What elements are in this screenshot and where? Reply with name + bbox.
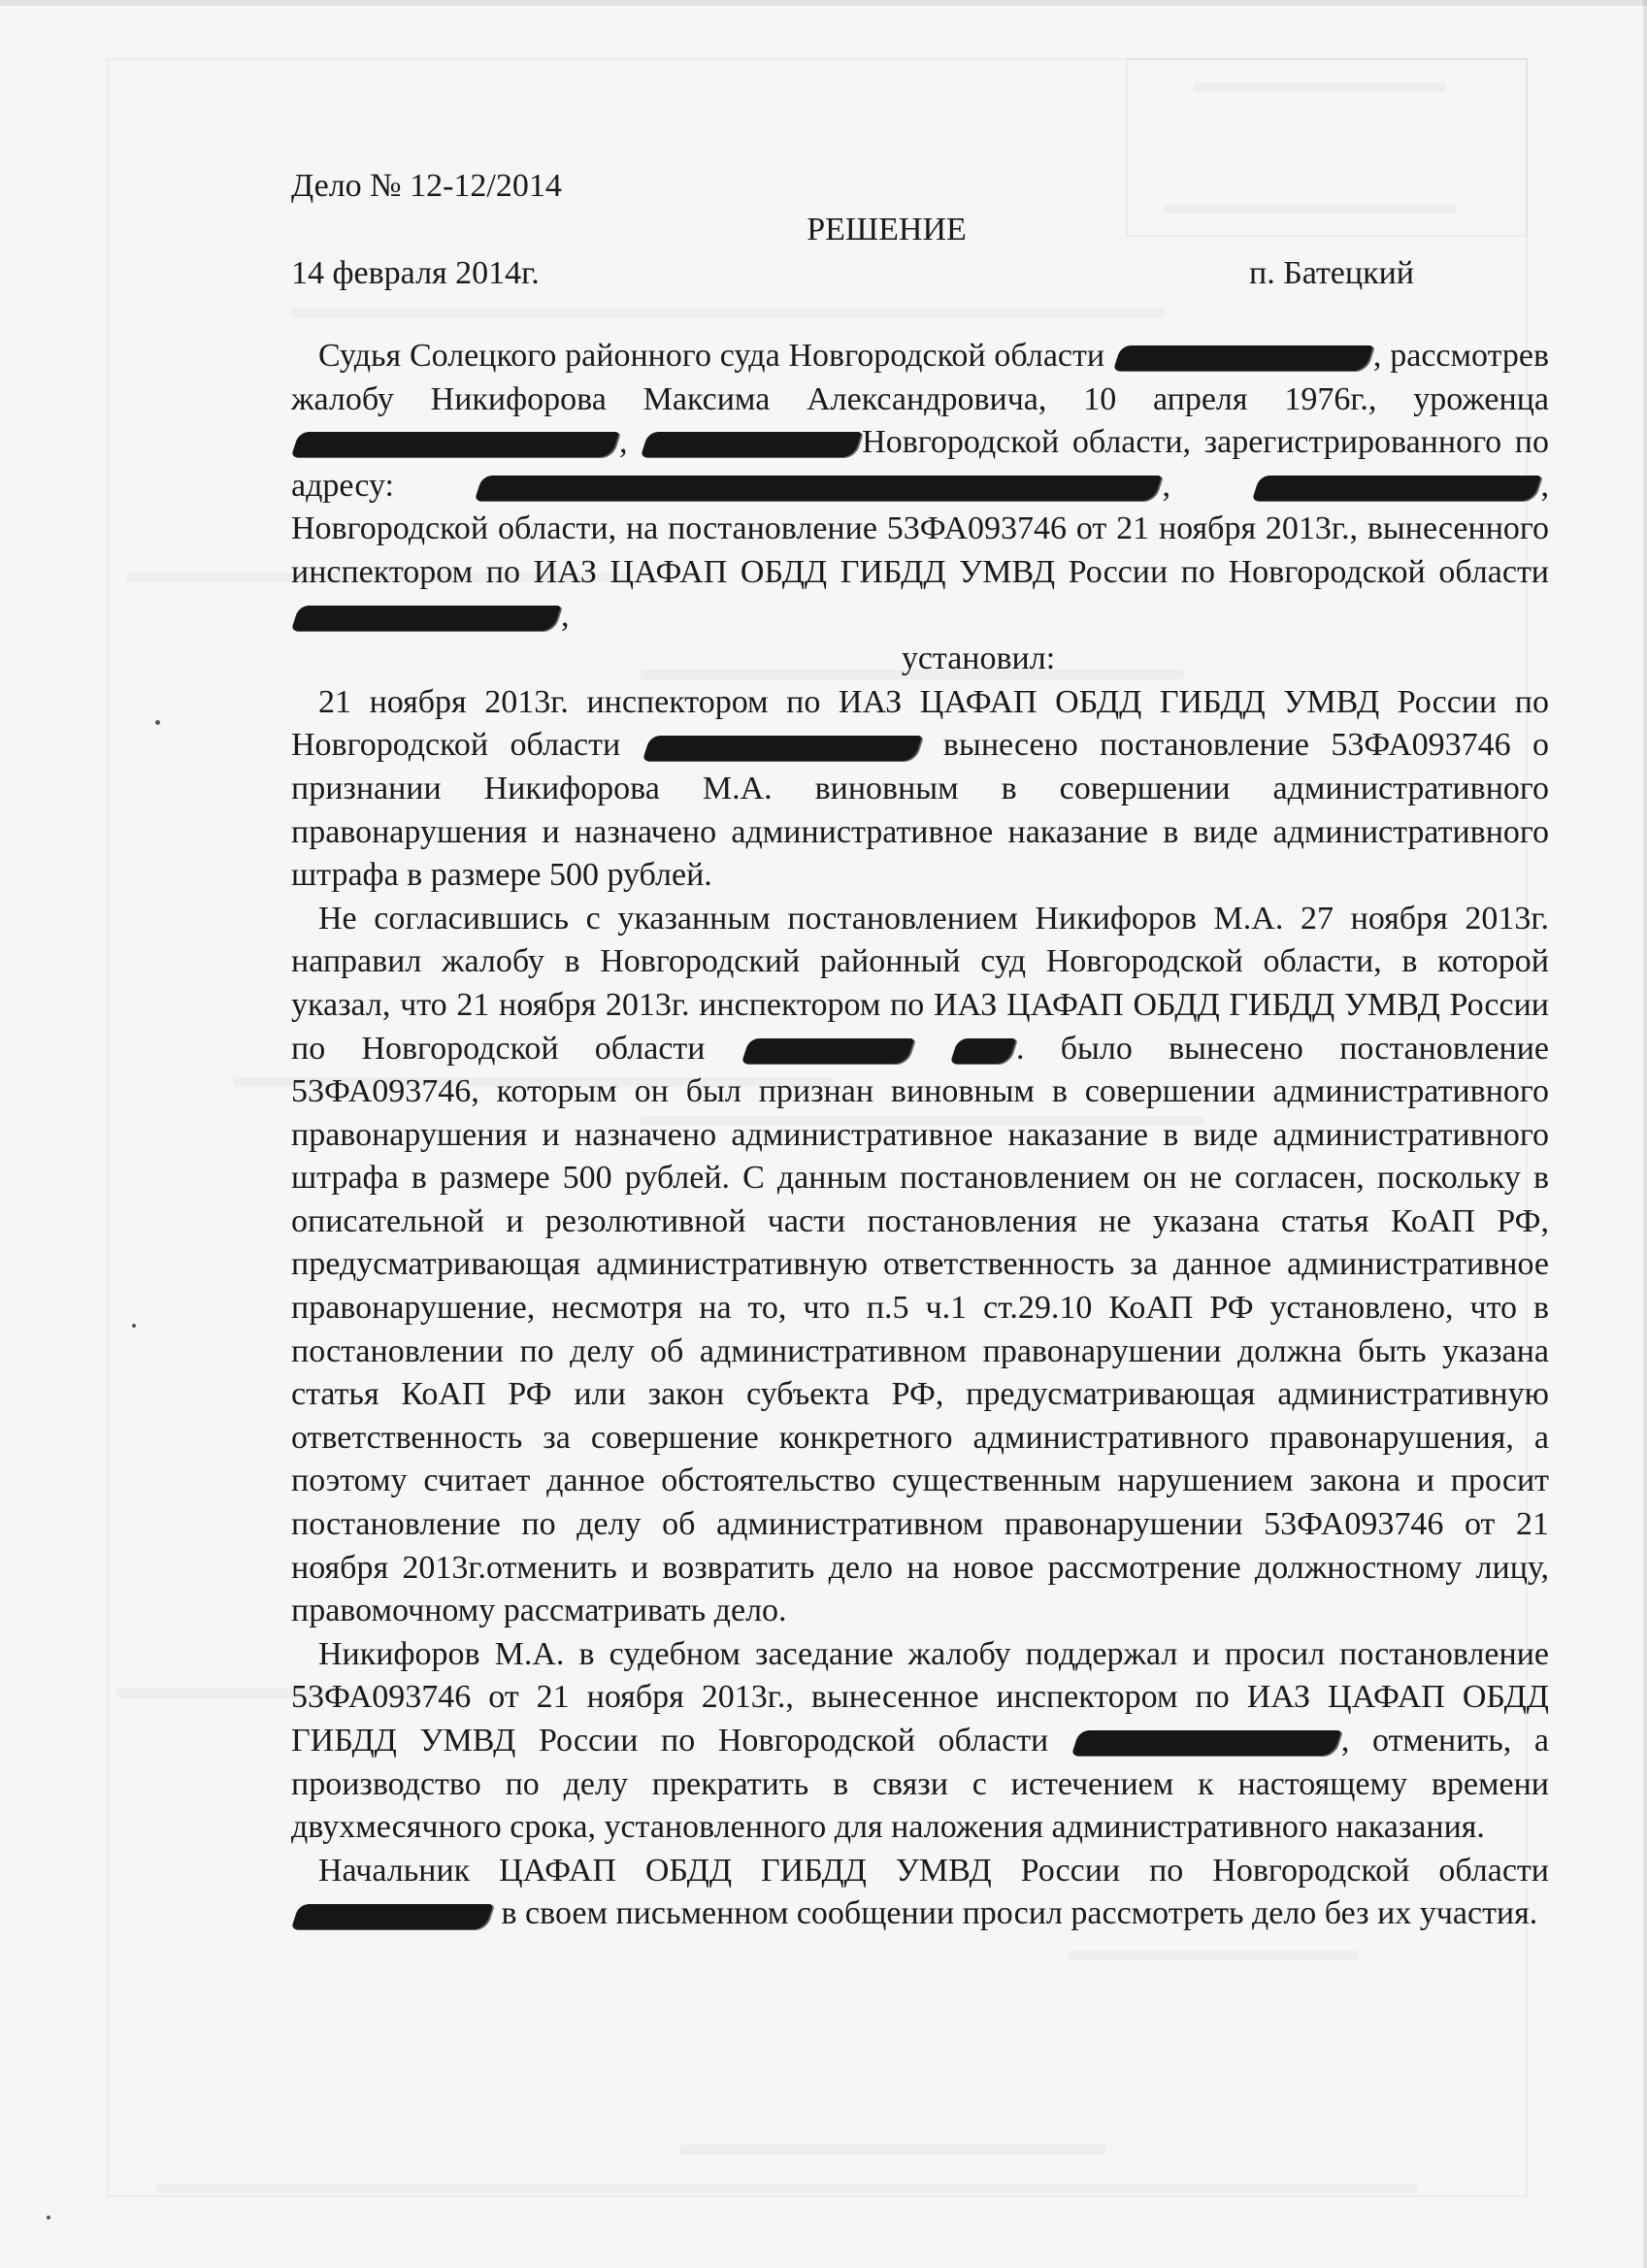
text-segment: 21 ноября 2013г. инспектором по ИАЗ ЦАФАП ОБДД ГИБДД УМВД России по Новгородской области bbox=[291, 683, 1549, 764]
decision-body bbox=[291, 335, 1549, 1936]
show-through-line bbox=[1068, 1951, 1359, 1960]
text-segment: вынесено постановление 53ФА093746 о признании Никифорова М.А. виновным в совершении административного правонарушения и назначено административное наказание в виде административного штрафа в размере 500 рублей. bbox=[291, 727, 1550, 894]
text-segment: , отменить, а производство по делу прекратить в связи с истечением к настоящему времени двухмесячного срока, установленного для наложения административного наказания. bbox=[291, 1723, 1549, 1846]
scan-speck bbox=[132, 1324, 136, 1328]
show-through-line bbox=[291, 309, 1165, 318]
text-segment: , bbox=[561, 597, 570, 634]
redaction-mark bbox=[641, 432, 862, 457]
text-segment: Не согласившись с указанным постановлением Никифоров М.А. 27 ноября 2013г. направил жалобу в Новгородский районный суд Новгородской области, в которой указал, что 21 ноября 2013г. инспектором по ИАЗ ЦАФАП ОБДД ГИБДД УМВД России по Новгородской области bbox=[291, 900, 1549, 1067]
show-through-line bbox=[1194, 82, 1446, 92]
redaction-mark bbox=[642, 736, 921, 761]
text-segment: в своем письменном сообщении просил рассмотреть дело без их участия. bbox=[501, 1895, 1538, 1932]
text-segment: . было вынесено постановление 53ФА093746, которым он был признан виновным в совершении административного правонарушения и назначено административное наказание в виде административного штрафа в размере 500 рублей. С данным постановлением он не согласен, поскольку в описательной и резолютивной части постановления не указана статья КоАП РФ, предусматривающая административную ответственность за данное административное правонарушение, несмотря на то, что п.5 ч.1 ст.29.10 КоАП РФ установлено, что в постановлении по делу об административном правонарушении должна быть указана статья КоАП РФ или закон субъекта РФ, предусматривающая административную ответственность за совершение конкретного административного правонарушения, а поэтому считает данное обстоятельство существенным нарушением закона и просит постановление по делу об административном правонарушении 53ФА093746 от 21 ноября 2013г.отменить и возвратить дело на новое рассмотрение должностному лицу, правомочному рассматривать дело. bbox=[291, 1030, 1550, 1629]
redaction-mark bbox=[475, 476, 1162, 501]
case-number: Дело № 12-12/2014 bbox=[291, 168, 562, 204]
established-heading: установил: bbox=[901, 641, 1056, 677]
redaction-mark bbox=[291, 606, 561, 631]
paragraph-preamble bbox=[291, 335, 1549, 638]
text-segment: Никифоров М.А. в судебном заседание жалобу поддержал и просил постановление 53ФА093746 от 21 ноября 2013г., вынесенное инспектором по ИАЗ ЦАФАП ОБДД ГИБДД УМВД России по Новгородской области bbox=[291, 1635, 1549, 1759]
redaction-mark bbox=[291, 432, 619, 457]
redaction-mark bbox=[291, 1904, 493, 1929]
scan-speck bbox=[155, 720, 160, 725]
decision-date: 14 февраля 2014г. bbox=[291, 255, 540, 291]
paragraph-complaint bbox=[291, 898, 1549, 1633]
redaction-mark bbox=[950, 1038, 1016, 1064]
text-segment: Новгородской области, зарегистрированного по адресу: bbox=[291, 424, 1550, 504]
text-segment: Судья Солецкого районного суда Новгородской области bbox=[318, 338, 1105, 374]
text-segment: , Новгородской области, на постановление 53ФА093746 от 21 ноября 2013г., вынесенного инспектором по ИАЗ ЦАФАП ОБДД ГИБДД УМВД России по Новгородской области bbox=[291, 467, 1549, 590]
text-segment: , bbox=[619, 424, 628, 461]
redaction-mark bbox=[1113, 345, 1373, 371]
text-segment: , рассмотрев жалобу Никифорова Максима Александровича, 10 апреля 1976г., уроженца bbox=[291, 338, 1549, 417]
paragraph-ruling-summary bbox=[291, 681, 1549, 898]
show-through-line bbox=[155, 2184, 1417, 2193]
text-segment: , bbox=[1162, 467, 1170, 504]
show-through-line bbox=[679, 2145, 1106, 2154]
scan-edge-right bbox=[1643, 0, 1647, 2268]
scan-edge-top bbox=[0, 0, 1647, 6]
scan-speck bbox=[47, 2216, 50, 2219]
paragraph-chief-statement bbox=[291, 1850, 1549, 1936]
decision-place: п. Батецкий bbox=[1249, 255, 1414, 291]
paragraph-hearing bbox=[291, 1633, 1549, 1850]
text-segment: Начальник ЦАФАП ОБДД ГИБДД УМВД России по Новгородской области bbox=[318, 1852, 1549, 1889]
redaction-mark bbox=[1071, 1730, 1341, 1756]
document-title: РЕШЕНИЕ bbox=[807, 212, 967, 247]
redaction-mark bbox=[741, 1038, 914, 1064]
redaction-mark bbox=[1251, 476, 1540, 501]
